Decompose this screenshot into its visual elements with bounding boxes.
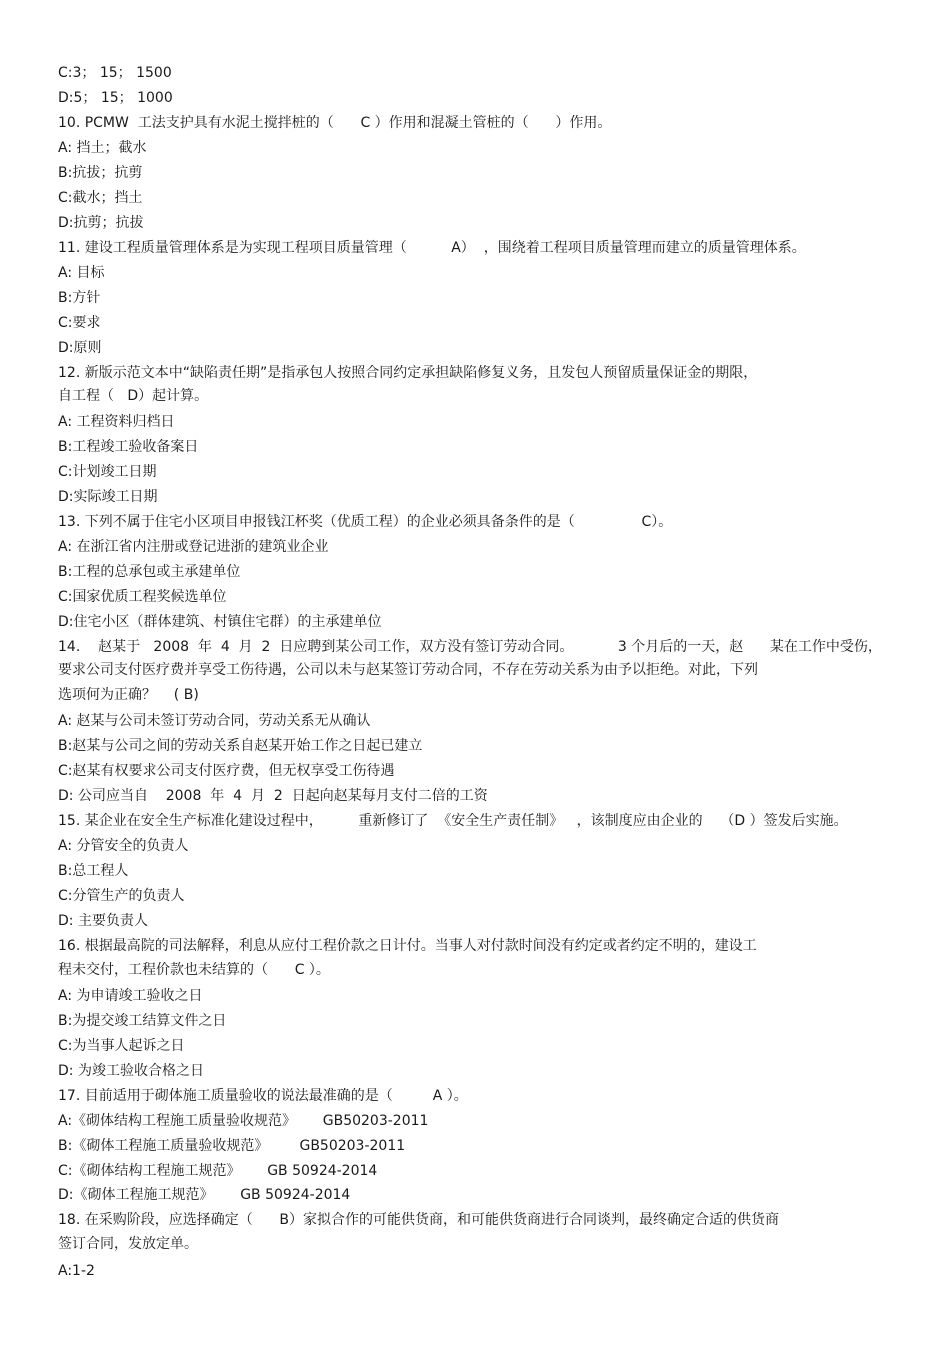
option-c-q12: C:计划竣工日期 xyxy=(58,464,157,480)
option-c-q9: C:3； 15； 1500 xyxy=(58,65,172,81)
question-15: 15. 某企业在安全生产标准化建设过程中， 重新修订了 《安全生产责任制》 ，该制度应由企业的 （D ）签发后实施。 xyxy=(58,813,848,829)
option-c-q14: C:赵某有权要求公司支付医疗费，但无权享受工伤待遇 xyxy=(58,763,395,779)
option-a-q18: A:1-2 xyxy=(58,1263,95,1279)
question-14: 14. 赵某于 2008 年 4 月 2 日应聘到某公司工作，双方没有签订劳动合同。 3 个月后的一天，赵 某在工作中受伤， xyxy=(58,639,882,655)
option-a-q15: A: 分管安全的负责人 xyxy=(58,838,189,854)
question-12: 12. 新版示范文本中“缺陷责任期”是指承包人按照合同约定承担缺陷修复义务，且发包人预留质量保证金的期限， xyxy=(58,365,758,381)
option-d-q14: D: 公司应当自 2008 年 4 月 2 日起向赵某每月支付二倍的工资 xyxy=(58,788,488,804)
option-d-q16: D: 为竣工验收合格之日 xyxy=(58,1063,204,1079)
option-a-q16: A: 为申请竣工验收之日 xyxy=(58,988,203,1004)
question-14-cont-1: 要求公司支付医疗费并享受工伤待遇，公司以未与赵某签订劳动合同，不存在劳动关系为由予以拒绝。对此，下列 xyxy=(58,662,758,678)
option-a-q13: A: 在浙江省内注册或登记进浙的建筑业企业 xyxy=(58,539,329,555)
option-c-q10: C:截水；挡土 xyxy=(58,190,143,206)
question-11: 11. 建设工程质量管理体系是为实现工程项目质量管理（ A） ，围绕着工程项目质量管理而建立的质量管理体系。 xyxy=(58,240,806,256)
option-a-q17: A:《砌体结构工程施工质量验收规范》 GB50203-2011 xyxy=(58,1113,429,1129)
option-c-q15: C:分管生产的负责人 xyxy=(58,888,185,904)
option-a-q10: A: 挡土；截水 xyxy=(58,140,147,156)
option-b-q16: B:为提交竣工结算文件之日 xyxy=(58,1013,227,1029)
option-d-q15: D: 主要负责人 xyxy=(58,913,148,929)
option-b-q14: B:赵某与公司之间的劳动关系自赵某开始工作之日起已建立 xyxy=(58,738,423,754)
option-b-q10: B:抗拔；抗剪 xyxy=(58,165,143,181)
option-b-q17: B:《砌体工程施工质量验收规范》 GB50203-2011 xyxy=(58,1138,406,1154)
option-b-q13: B:工程的总承包或主承建单位 xyxy=(58,564,241,580)
option-c-q11: C:要求 xyxy=(58,315,101,331)
option-b-q11: B:方针 xyxy=(58,290,101,306)
question-16-cont: 程未交付，工程价款也未结算的（ C ）。 xyxy=(58,962,330,978)
question-16: 16. 根据最高院的司法解释，利息从应付工程价款之日计付。当事人对付款时间没有约定或者约定不明的，建设工 xyxy=(58,938,757,954)
option-d-q13: D:住宅小区（群体建筑、村镇住宅群）的主承建单位 xyxy=(58,614,382,630)
option-c-q13: C:国家优质工程奖候选单位 xyxy=(58,589,227,605)
option-d-q11: D:原则 xyxy=(58,340,102,356)
question-18-cont: 签订合同，发放定单。 xyxy=(58,1236,198,1252)
option-d-q12: D:实际竣工日期 xyxy=(58,489,158,505)
option-a-q12: A: 工程资料归档日 xyxy=(58,414,175,430)
option-a-q11: A: 目标 xyxy=(58,265,105,281)
option-c-q16: C:为当事人起诉之日 xyxy=(58,1038,185,1054)
option-a-q14: A: 赵某与公司未签订劳动合同，劳动关系无从确认 xyxy=(58,713,371,729)
question-17: 17. 目前适用于砌体施工质量验收的说法最准确的是（ A ）。 xyxy=(58,1088,468,1104)
option-d-q9: D:5； 15； 1000 xyxy=(58,90,173,106)
option-c-q17: C:《砌体结构工程施工规范》 GB 50924-2014 xyxy=(58,1163,378,1179)
option-d-q17: D:《砌体工程施工规范》 GB 50924-2014 xyxy=(58,1187,351,1203)
question-14-cont-2: 选项何为正确？ ( B) xyxy=(58,687,199,703)
question-10: 10. PCMW 工法支护具有水泥土搅拌桩的（ C ）作用和混凝土管桩的（ ）作用。 xyxy=(58,115,612,131)
question-18: 18. 在采购阶段，应选择确定（ B）家拟合作的可能供货商，和可能供货商进行合同谈判，最终确定合适的供货商 xyxy=(58,1212,780,1228)
question-12-cont: 自工程（ D）起计算。 xyxy=(58,388,209,404)
question-13: 13. 下列不属于住宅小区项目申报钱江杯奖（优质工程）的企业必须具备条件的是（ C）。 xyxy=(58,514,673,530)
option-b-q12: B:工程竣工验收备案日 xyxy=(58,439,199,455)
option-d-q10: D:抗剪；抗拔 xyxy=(58,215,144,231)
option-b-q15: B:总工程人 xyxy=(58,863,129,879)
